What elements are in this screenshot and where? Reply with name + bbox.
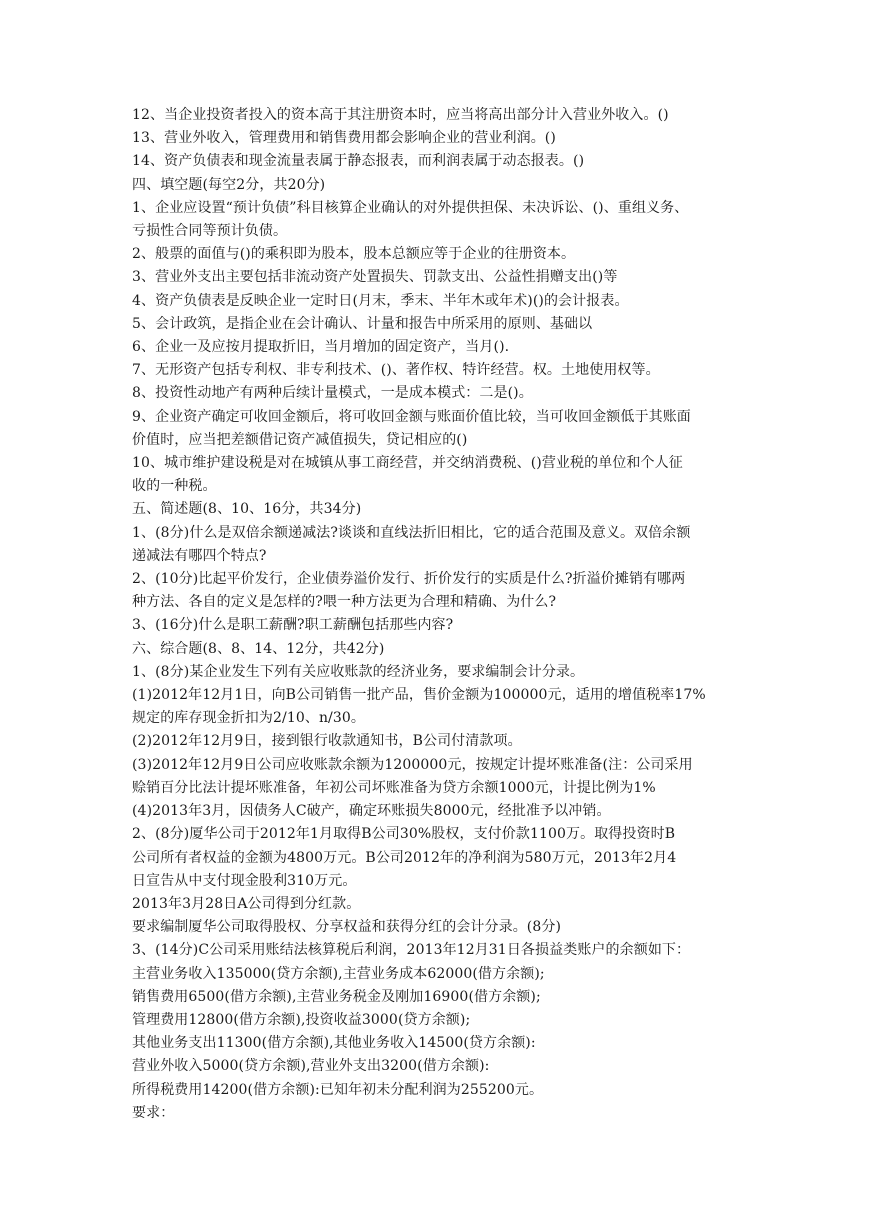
text-line: (1)2012年12月1日，向B公司销售一批产品，售价金额为100000元，适用的增值税率17%: [132, 687, 706, 704]
text-line: 1、企业应设置“预计负债”科目核算企业确认的对外提供担保、未决诉讼、()、重组义务、: [132, 199, 689, 216]
text-line: (3)2012年12月9日公司应收账款余额为1200000元，按规定计提坏账准备(注：公司采用: [132, 756, 693, 773]
text-line: 1、(8分)什么是双倍余额递减法?谈谈和直线法折旧相比，它的适合范围及意义。双倍余额: [132, 524, 691, 541]
text-line: 管理费用12800(借方余额),投资收益3000(贷方余额);: [132, 1011, 471, 1028]
text-line: 9、企业资产确定可收回金额后，将可收回金额与账面价值比较，当可收回金额低于其账面: [132, 408, 691, 425]
text-line: 7、无形资产包括专利权、非专利技术、()、著作权、特许经营。权。土地使用权等。: [132, 362, 660, 379]
text-line: (2)2012年12月9日，接到银行收款通知书，B公司付清款项。: [132, 733, 522, 750]
text-line: 价值时，应当把差额借记资产减值损失，贷记相应的(): [132, 431, 468, 448]
text-line: 3、(16分)什么是职工薪酬?职工薪酬包括那些内容?: [132, 617, 454, 634]
text-line: 公司所有者权益的金额为4800万元。B公司2012年的净利润为580万元，2013年2月4: [132, 849, 677, 866]
text-line: 四、填空题(每空2分，共20分): [132, 176, 326, 193]
text-line: 销售费用6500(借方余额),主营业务税金及刚加16900(借方余额);: [132, 988, 541, 1005]
text-line: (4)2013年3月，因债务人C破产，确定环账损失8000元，经批准予以冲销。: [132, 803, 611, 820]
text-line: 1、(8分)某企业发生下列有关应收账款的经济业务，要求编制会计分录。: [132, 663, 585, 680]
text-line: 10、城市维护建设税是对在城镇从事工商经营，并交纳消费税、()营业税的单位和个人征: [132, 455, 683, 472]
text-line: 其他业务支出11300(借方余额),其他业务收入14500(贷方余额):: [132, 1035, 536, 1052]
text-line: 8、投资性动地产有两种后续计量模式，一是成本模式：二是()。: [132, 385, 533, 402]
text-line: 亏损性合同等预计负债。: [132, 223, 288, 240]
text-line: 要求：: [132, 1104, 175, 1121]
text-line: 日宣告从中支付现金股利310万元。: [132, 872, 357, 889]
text-line: 2013年3月28日A公司得到分红款。: [132, 895, 361, 912]
text-line: 13、营业外收入，管理费用和销售费用都会影响企业的营业利润。(): [132, 130, 556, 147]
text-line: 五、简述题(8、10、16分，共34分): [132, 501, 362, 518]
text-line: 4、资产负债表是反映企业一定时日(月末，季末、半年木或年术)()的会计报表。: [132, 292, 629, 309]
text-line: 14、资产负债表和现金流量表属于静态报表，而利润表属于动态报表。(): [132, 153, 585, 170]
text-line: 12、当企业投资者投入的资本高于其注册资本时，应当将高出部分计入营业外收入。(): [132, 107, 669, 123]
text-line: 3、(14分)C公司采用账结法核算税后利润，2013年12月31日各损益类账户的余额如下：: [132, 942, 691, 959]
text-line: 6、企业一及应按月提取折旧，当月増加的固定资产，当月().: [132, 339, 510, 356]
text-line: 规定的库存现金折扣为2/10、n/30。: [132, 710, 365, 727]
text-line: 主营业务收入135000(贷方余额),主营业务成本62000(借方余额);: [132, 965, 545, 982]
text-line: 2、(8分)厦华公司于2012年1月取得B公司30%股权，支付价款1100万。取得投资时B: [132, 826, 676, 843]
text-line: 六、综合题(8、8、14、12分，共42分): [132, 640, 385, 657]
text-line: 要求编制厦华公司取得股权、分享权益和获得分红的会计分录。(8分): [132, 919, 562, 936]
text-line: 收的一种税。: [132, 478, 217, 495]
text-line: 5、会计政筑，是指企业在会计确认、计量和报告中所采用的原则、基础以: [132, 315, 593, 332]
text-line: 2、般票的面值与()的乘积即为股本，股本总额应等于企业的往册资本。: [132, 246, 576, 263]
text-line: 种方法、各自的定义是怎样的?喂一种方法更为合理和精确、为什么?: [132, 594, 557, 611]
text-line: 营业外收入5000(贷方余额),营业外支出3200(借方余额):: [132, 1058, 490, 1075]
document-body: [132, 104, 744, 1125]
text-line: 赊销百分比法计提坏账准备，年初公司坏账准备为贷方余额1000元，计提比例为1%: [132, 779, 656, 796]
text-line: 2、(10分)比起平价发行，企业债券溢价发行、折价发行的实质是什么?折溢价摊销有哪两: [132, 571, 686, 588]
text-line: 所得税费用14200(借方余额):已知年初未分配利润为255200元。: [132, 1081, 544, 1098]
text-line: 递减法有哪四个特点?: [132, 547, 267, 564]
text-line: 3、营业外支出主要包括非流动资产处置损失、罚款支出、公益性捐赠支出()等: [132, 269, 618, 286]
